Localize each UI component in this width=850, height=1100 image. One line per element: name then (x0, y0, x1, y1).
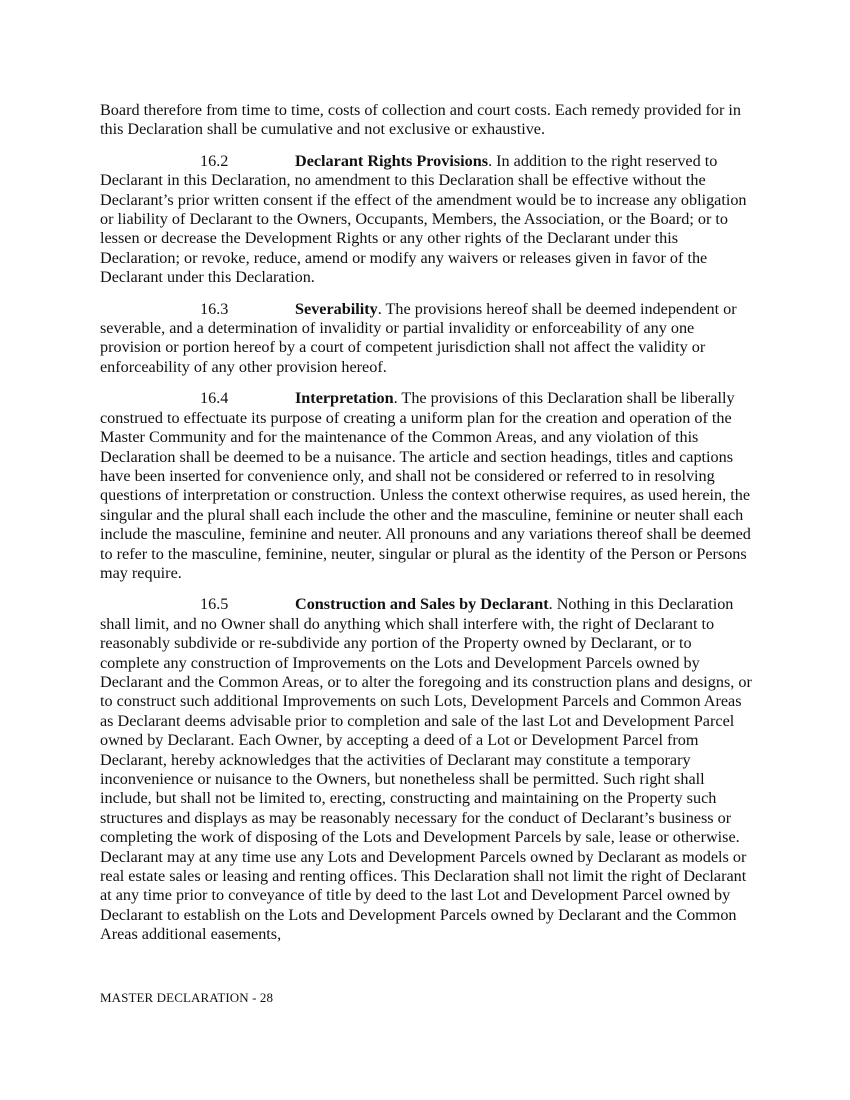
section-heading: Construction and Sales by Declarant (295, 595, 549, 614)
section-text: . The provisions of this Declaration shall be liberally construed to effectuate its purpose of creating a uniform plan for the creation and operation of the Master Community and for the maintenance of the Common Areas, and any violation of this Declaration shall be deemed to be a nuisance. The article and section headings, titles and captions have been inserted for convenience only, and shall not be considered or referred to in resolving questions of interpretation or construction. Unless the context otherwise requires, as used herein, the singular and the plural shall each include the other and the masculine, feminine or neuter shall each include the masculine, feminine and neuter. All pronouns and any variations thereof shall be deemed to refer to the masculine, feminine, neuter, singular or plural as the identity of the Person or Persons may require. (100, 389, 751, 582)
section-16-2 (100, 152, 752, 288)
section-number: 16.2 (200, 151, 229, 170)
section-number: 16.5 (200, 595, 229, 614)
section-heading: Severability (295, 299, 378, 318)
section-16-3 (100, 300, 752, 378)
section-number: 16.4 (200, 389, 229, 408)
section-text: . The provisions hereof shall be deemed independent or severable, and a determination of invalidity or partial invalidity or enforceability of any one provision or portion hereof by a court of competent jurisdiction shall not affect the validity or enforceability of any other provision hereof. (100, 299, 737, 376)
section-heading: Interpretation (295, 389, 394, 408)
section-number: 16.3 (200, 299, 229, 318)
section-16-4 (100, 389, 752, 583)
page-footer: MASTER DECLARATION - 28 (100, 990, 274, 1005)
intro-paragraph: Board therefore from time to time, costs of collection and court costs. Each remedy provided for in this Declaration shall be cumulative and not exclusive or exhaustive. (100, 101, 742, 139)
section-16-5 (100, 595, 752, 944)
section-text: . In addition to the right reserved to Declarant in this Declaration, no amendment to this Declaration shall be effective without the Declarant’s prior written consent if the effect of the amendment would be to increase any obligation or liability of Declarant to the Owners, Occupants, Members, the Association, or the Board; or to lessen or decrease the Development Rights or any other rights of the Declarant under this Declaration; or revoke, reduce, amend or modify any waivers or releases given in favor of the Declarant under this Declaration. (100, 151, 747, 287)
section-text: . Nothing in this Declaration shall limit, and no Owner shall do anything which shall interfere with, the right of Declarant to reasonably subdivide or re-subdivide any portion of the Property owned by Declarant, or to complete any construction of Improvements on the Lots and Development Parcels owned by Declarant and the Common Areas, or to alter the foregoing and its construction plans and designs, or to construct such additional Improvements on such Lots, Development Parcels and Common Areas as Declarant deems advisable prior to completion and sale of the last Lot and Development Parcel owned by Declarant. Each Owner, by accepting a deed of a Lot or Development Parcel from Declarant, hereby acknowledges that the activities of Declarant may constitute a temporary inconvenience or nuisance to the Owners, but nonetheless shall be permitted. Such right shall include, but shall not be limited to, erecting, constructing and maintaining on the Property such structures and displays as may be reasonably necessary for the conduct of Declarant’s business or completing the work of disposing of the Lots and Development Parcels by sale, lease or otherwise. Declarant may at any time use any Lots and Development Parcels owned by Declarant as models or real estate sales or leasing and renting offices. This Declaration shall not limit the right of Declarant at any time prior to conveyance of title by deed to the last Lot and Development Parcel owned by Declarant to establish on the Lots and Development Parcels owned by Declarant and the Common Areas additional easements, (100, 595, 752, 944)
document-body (100, 101, 752, 957)
section-heading: Declarant Rights Provisions (295, 151, 489, 170)
